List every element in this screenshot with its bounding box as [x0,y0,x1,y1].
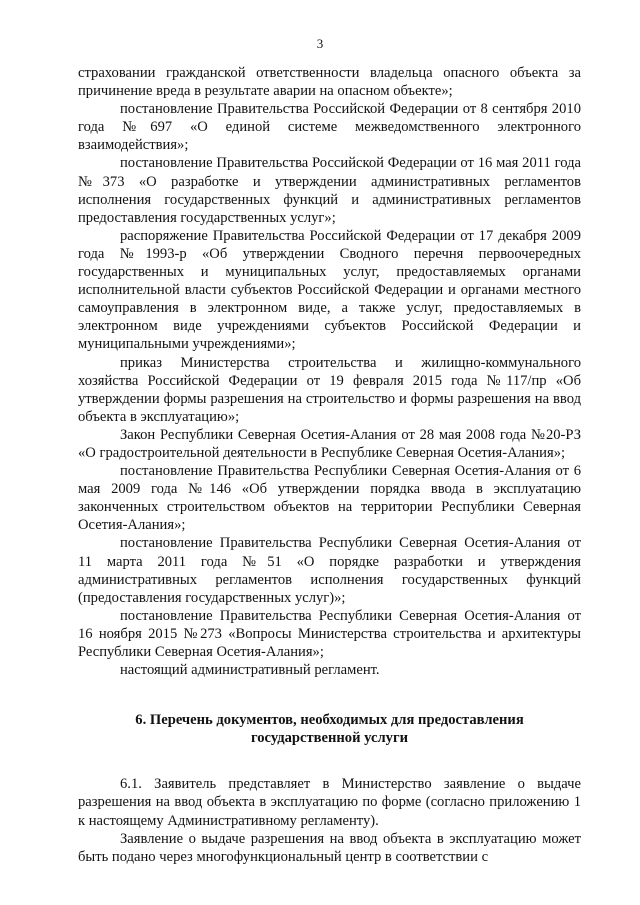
paragraph: Заявление о выдаче разрешения на ввод объекта в эксплуатацию может быть подано через многофункциональный центр в соответствии с [78,830,581,865]
section-heading: 6. Перечень документов, необходимых для предоставления государственной услуги [135,712,524,747]
paragraph: 6.1. Заявитель представляет в Министерство заявление о выдаче разрешения на ввод объекта в эксплуатацию по форме (согласно приложению 1 к настоящему Административному регламенту). [78,776,581,829]
page-number: 3 [316,36,324,51]
legal-act-item: постановление Правительства Российской Федерации от 8 сентября 2010 года №697 «О единой системе межведомственного электронного взаимодействия»; [78,101,581,154]
legal-act-item: постановление Правительства Республики Северная Осетия-Алания от 11 марта 2011 года №51 «О порядке разработки и утверждения административных регламентов исполнения государственных функций (предоставления государственных услуг)»; [78,535,581,606]
legal-act-item: настоящий административный регламент. [120,662,380,679]
legal-act-item: приказ Министерства строительства и жилищно-коммунального хозяйства Российской Федерации от 19 февраля 2015 года №117/пр «Об утверждении формы разрешения на строительство и формы разрешения на ввод объекта в эксплуатацию»; [78,354,581,425]
legal-act-item: постановление Правительства Республики Северная Осетия-Алания от 16 ноября 2015 №273 «Вопросы Министерства строительства и архитектуры Республики Северная Осетия-Алания»; [78,607,581,660]
legal-act-item: распоряжение Правительства Российской Федерации от 17 декабря 2009 года №1993-р «Об утверждении Сводного перечня первоочередных государственных и муниципальных услуг, предоставляемых органами исполнительной власти субъектов Российской Федерации и органами местного самоуправления в электронном виде, а также услуг, предоставляемых в электронном виде учреждениями субъектов Российской Федерации и муниципальными учреждениями»; [78,227,581,353]
document-body [78,64,581,866]
legal-act-item: постановление Правительства Республики Северная Осетия-Алания от 6 мая 2009 года №146 «Об утверждении порядка ввода в эксплуатацию законченных строительством объектов на территории Республики Северная Осетия-Алания»; [78,463,581,534]
legal-act-item: постановление Правительства Российской Федерации от 16 мая 2011 года №373 «О разработке и утверждении административных регламентов исполнения государственных функций и административных регламентов предоставления государственных услуг»; [78,155,581,226]
legal-act-item: Закон Республики Северная Осетия-Алания от 28 мая 2008 года №20-РЗ «О градостроительной деятельности в Республике Северная Осетия-Алания»; [78,426,581,461]
paragraph-continuation: страховании гражданской ответственности владельца опасного объекта за причинение вреда в результате аварии на опасном объекте»; [78,65,581,100]
